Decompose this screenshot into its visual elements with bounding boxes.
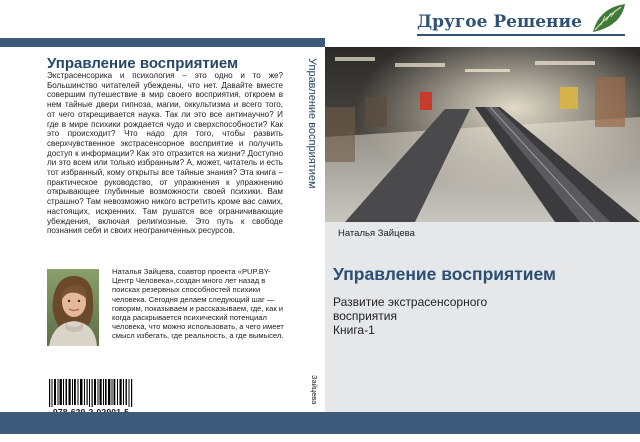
author-portrait-image — [47, 269, 99, 346]
book-title: Управление восприятием — [333, 264, 557, 284]
spine-author: Зайцева — [310, 375, 319, 405]
publisher-leaf-icon — [589, 2, 629, 36]
cover-photo-moving-walkway — [325, 47, 640, 222]
bottom-color-band — [0, 412, 640, 434]
back-cover — [0, 47, 307, 412]
publisher-name: Другое Решение — [417, 12, 582, 32]
back-cover-title: Управление восприятием — [47, 55, 239, 72]
front-title-panel — [325, 222, 640, 412]
front-author-name: Наталья Зайцева — [338, 228, 415, 239]
front-cover — [325, 0, 640, 412]
author-photo — [47, 269, 99, 346]
author-bio: Наталья Зайцева, соавтор проекта «PUP.BY-Центр Человека»,создан много лет назад в поисках резервных способностей психики человека. Сегодня делаем следующий шаг — говорим, показываем и рассказываем, где, как и когда раскрывается психический потенциал человека, что можно использовать, а чего имеет смысл избегать, где реальность, а где вымысел. — [112, 267, 284, 341]
top-color-band — [0, 38, 325, 47]
book-subtitle: Развитие экстрасенсорного восприятия Книга-1 — [333, 295, 488, 337]
barcode-bars — [47, 379, 135, 407]
back-cover-description: Экстрасенсорика и психология – это одно и то же? Большинство читателей убеждены, что нет. Давайте вместе совершим путешествие в мир своего восприятия, откроем в нем тайные двери гипноза, магии, оккультизма и всего того, от чего открещивается наука. Так ли это все антинаучно? И где в мире психики рождается чудо и сверхспособности? Как это происходит? Что надо для того, чтобы развить сверхчувственное экстрасенсорное восприятие и получить доступ к информации? Как это отразится на жизни? Доступно ли это всем или только избранным? А, может, читатель и есть тот избранный, кому открыты все тайные знания? Эта книга – практическое руководство, от упражнения к упражнению открывающее глубинные возможности своей психики. Вам страшно? Там невозможно никого встретить кроме вас самих, настоящих, искренних. Там рушатся все ограничивающие убеждения, включая религиозные. Это путь к свободе познания себя и своих неограниченных ресурсов. — [47, 71, 283, 236]
spine-title: Управление восприятием — [306, 58, 318, 189]
walkway-image — [325, 47, 640, 222]
front-header — [325, 0, 640, 47]
